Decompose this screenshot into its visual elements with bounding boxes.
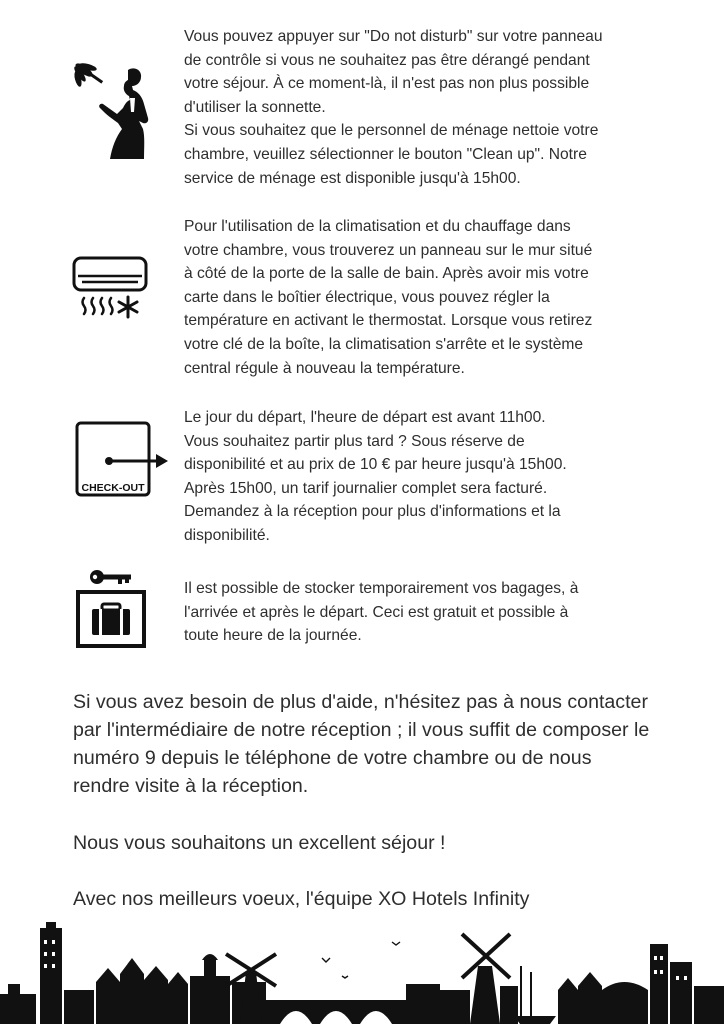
luggage-text: Il est possible de stocker temporairement vos bagages, à l'arrivée et après le départ. Ceci est gratuit et possible à toute heure de la journée.	[184, 580, 579, 645]
housekeeping-maid-icon	[66, 58, 156, 166]
housekeeping-text: Vous pouvez appuyer sur "Do not disturb" sur votre panneau de contrôle si vous ne souhaitez pas être dérangé pendant votre séjour. À ce moment-là, il n'est pas non plus possible d'utiliser la sonnette. Si vous souhaitez que le personnel de ménage nettoie votre chambre, veuillez sélectionner le bouton "Clean up". Notre service de ménage est disponible jusqu'à 15h00.	[184, 28, 603, 187]
luggage-storage-icon	[74, 568, 150, 650]
help-paragraph: Si vous avez besoin de plus d'aide, n'hésitez pas à nous contacter par l'intermédiaire de notre réception ; il vous suffit de composer le numéro 9 depuis le téléphone de votre chambre ou de nous rendre visite à la réception.	[73, 691, 650, 797]
checkout-text: Le jour du départ, l'heure de départ est avant 11h00. Vous souhaitez partir plus tard ? Sous réserve de disponibilité et au prix de 10 € par heure jusqu'à 15h00. Après 15h00, un tarif journalier complet sera facturé. Demandez à la réception pour plus d'informations et la disponibilité.	[184, 409, 567, 544]
air-conditioning-text: Pour l'utilisation de la climatisation et du chauffage dans votre chambre, vous trouverez un panneau sur le mur situé à côté de la porte de la salle de bain. Après avoir mis votre carte dans le boîtier électrique, vous pouvez régler la température en activant le thermostat. Lorsque vous retirez votre clé de la boîte, la climatisation s'arrête et le système central régule à nouveau la température.	[184, 218, 593, 377]
air-conditioner-icon	[72, 256, 150, 322]
wish-line: Nous vous souhaitons un excellent séjour !	[73, 832, 446, 854]
checkout-icon-label: CHECK-OUT	[81, 482, 145, 494]
city-skyline-illustration	[0, 920, 724, 1024]
checkout-door-icon	[74, 420, 172, 500]
signature-line: Avec nos meilleurs voeux, l'équipe XO Hotels Infinity	[73, 888, 530, 910]
